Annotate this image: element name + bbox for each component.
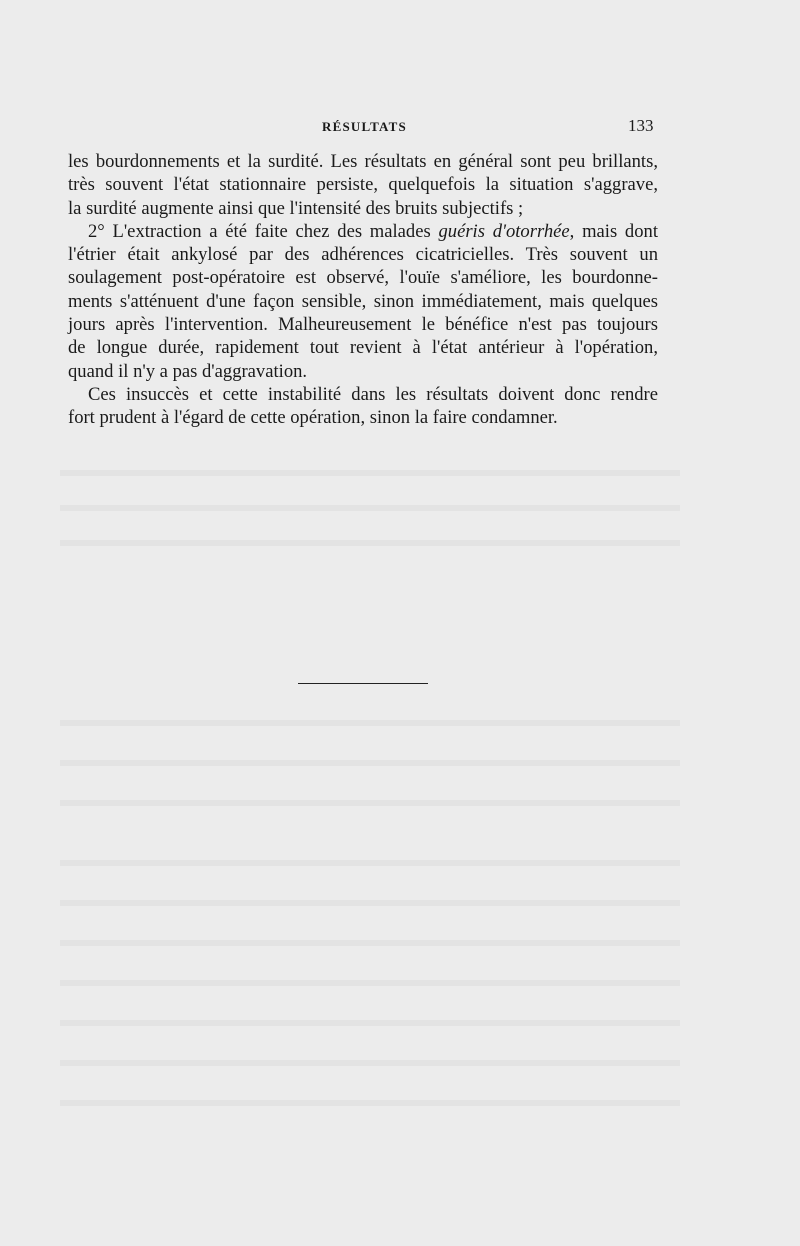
- text-line: [68, 220, 658, 243]
- running-head: [0, 116, 800, 138]
- text-line: très souvent l'état stationnaire persiste, quelquefois la situation s'aggrave,: [68, 174, 658, 196]
- body-text: [68, 150, 658, 430]
- emphasis-text: guéris d'otorrhée: [438, 220, 570, 242]
- show-through-mark: [60, 940, 680, 946]
- text-line: soulagement post-opératoire est observé, l'ouïe s'améliore, les bourdonne-: [68, 267, 658, 289]
- show-through-mark: [60, 505, 680, 511]
- text-line: l'étrier était ankylosé par des adhérences cicatricielles. Très souvent un: [68, 244, 658, 266]
- text-line: fort prudent à l'égard de cette opération, sinon la faire condamner.: [68, 407, 558, 429]
- running-head-title: RÉSULTATS: [322, 119, 407, 134]
- show-through-mark: [60, 860, 680, 866]
- text-run: , mais dont: [569, 220, 658, 242]
- show-through-mark: [60, 540, 680, 546]
- show-through-mark: [60, 800, 680, 806]
- show-through-mark: [60, 1060, 680, 1066]
- show-through-mark: [60, 1100, 680, 1106]
- show-through-mark: [60, 470, 680, 476]
- show-through-mark: [60, 900, 680, 906]
- paragraph: [68, 220, 658, 383]
- text-line: la surdité augmente ainsi que l'intensité des bruits subjectifs ;: [68, 197, 524, 219]
- text-line: les bourdonnements et la surdité. Les résultats en général sont peu brillants,: [68, 151, 658, 172]
- paragraph: [68, 150, 658, 220]
- section-divider: [298, 683, 428, 684]
- text-line: quand il n'y a pas d'aggravation.: [68, 360, 308, 382]
- text-line: de longue durée, rapidement tout revient à l'état antérieur à l'opération,: [68, 337, 658, 359]
- text-run: 2° L'extraction a été faite chez des malades: [88, 220, 439, 242]
- show-through-mark: [60, 720, 680, 726]
- show-through-mark: [60, 1020, 680, 1026]
- text-line: ments s'atténuent d'une façon sensible, sinon immédiatement, mais quelques: [68, 290, 658, 312]
- page-number: 133: [628, 116, 654, 135]
- text-line: Ces insuccès et cette instabilité dans les résultats doivent donc rendre: [88, 383, 658, 405]
- show-through-mark: [60, 760, 680, 766]
- show-through-mark: [60, 980, 680, 986]
- text-line: jours après l'intervention. Malheureusement le bénéfice n'est pas toujours: [68, 314, 658, 336]
- paragraph: [68, 383, 658, 430]
